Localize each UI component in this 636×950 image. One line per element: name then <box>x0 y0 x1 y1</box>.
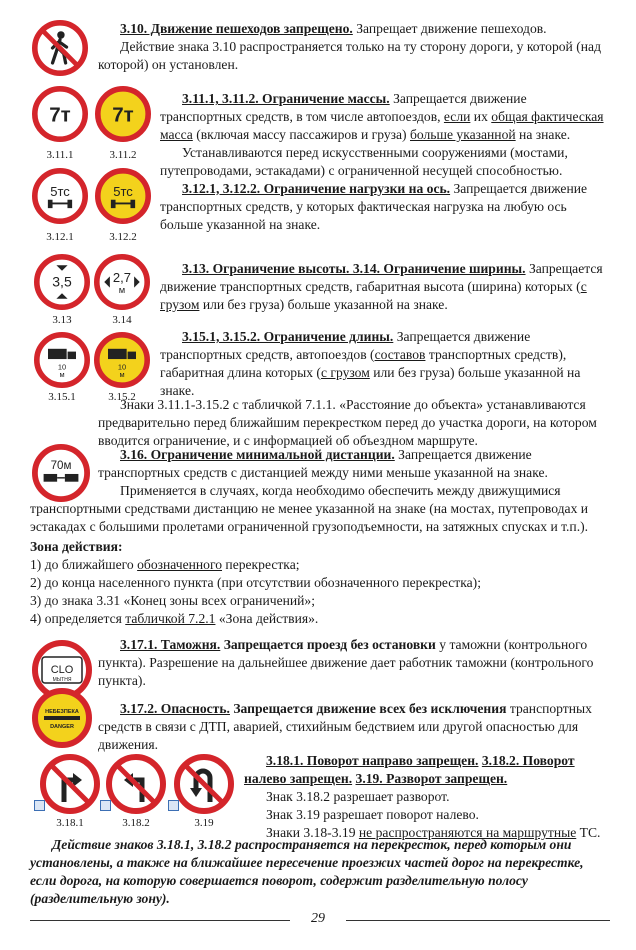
caption-3-19: 3.19 <box>194 817 214 829</box>
text-3-12: Запрещается движение транспортных средств, у которых фактическая нагрузка на любую ось больше указанной на знаке. <box>160 180 588 232</box>
heading-3-13: 3.13. Ограничение высоты. 3.14. Ограничение ширины. <box>182 261 526 276</box>
sign-3-15-2-length <box>94 332 150 388</box>
sign-3-13-height <box>34 254 90 310</box>
text-3-13-u: с грузом <box>160 278 587 312</box>
sign-danger-bottom: DANGER <box>50 724 74 730</box>
sign-customs-label: CLO <box>50 664 74 676</box>
text-3-13: Запрещается движение транспортных средств, габаритная высота (ширина) которых ( <box>160 261 603 294</box>
heading-3-17-2: 3.17.2. Опасность. <box>120 701 230 716</box>
note-3-10: Действие знака 3.10 распространяется только на ту сторону дороги, у которой (над которой) он установлен. <box>98 38 601 72</box>
text-3-16: Запрещается движение транспортных средств с дистанцией между ними меньше указанной на знаке. <box>98 447 548 480</box>
text-3-11-d: на знаке. <box>515 126 571 142</box>
caption-3-11-1: 3.11.1 <box>46 149 74 161</box>
section-3-16 <box>98 446 610 482</box>
section-3-16-cont <box>30 482 610 628</box>
sign-3-12-1-axle <box>32 168 88 224</box>
text-3-11-b: их <box>470 108 492 124</box>
heading-3-10: 3.10. Движение пешеходов запрещено. <box>120 21 353 36</box>
zone-item-1: 1) до ближайшего обозначенного перекрестка; <box>30 556 300 572</box>
bold-3-17-2: Запрещается движение всех без исключения <box>229 701 507 716</box>
section-3-18 <box>244 752 610 842</box>
sign-length-unit: м <box>119 369 125 379</box>
sign-height-label: 3,5 <box>52 273 72 290</box>
text-3-15: Запрещается движение транспортных средств, автопоездов ( <box>160 329 531 362</box>
bold-3-17-1: Запрещается проезд без остановки <box>220 637 436 652</box>
section-3-17-2 <box>98 700 610 754</box>
zone-title: Зона действия: <box>30 538 123 554</box>
sign-3-18-2-no-left-turn <box>106 754 166 814</box>
caption-3-15-2: 3.15.2 <box>108 391 136 403</box>
sign-3-14-width <box>94 254 150 310</box>
note-3-11: Устанавливаются перед искусственными сооружениями (мостами, путепроводами, эстакадами) с ограниченной несущей способностью. <box>160 144 568 178</box>
caption-3-12-2: 3.12.2 <box>109 231 137 243</box>
caption-3-13: 3.13 <box>52 314 72 326</box>
heading-3-18-2: 3.18.2. Поворот налево запрещен. <box>244 753 575 786</box>
sign-axle-label: 5тс <box>50 184 70 199</box>
text-3-11-u1: если <box>443 108 471 124</box>
sign-width-unit: м <box>118 285 126 296</box>
heading-3-19: 3.19. Разворот запрещен. <box>355 770 508 786</box>
section-3-17-1 <box>98 636 610 690</box>
sign-length-unit: м <box>59 369 65 379</box>
sign-axle-label: 5тс <box>113 184 133 199</box>
bus-icon <box>34 800 45 811</box>
sign-3-15-1-length <box>34 332 90 388</box>
note-3-16: Применяется в случаях, когда необходимо обеспечить между движущимися транспортными средствами дистанцию не менее указанной на знаке (на мостах, путепроводах и эстакадах с большими пролетами ограниченной грузоподъемности, на затяжных спусках и т.п.). <box>30 483 589 534</box>
line-3-18-a: Знак 3.18.2 разрешает разворот. <box>266 788 450 804</box>
zone-item-3: 3) до знака 3.31 «Конец зоны всех ограничений»; <box>30 592 315 608</box>
note-3-15-block <box>98 396 610 450</box>
final-note-block <box>30 836 610 908</box>
text-3-15-c: или без груза) больше указанной на знаке. <box>160 364 581 398</box>
sign-customs-sub: МЫТНЯ <box>52 677 72 683</box>
caption-3-15-1: 3.15.1 <box>48 391 76 403</box>
text-3-13-b: или без груза) больше указанной на знаке. <box>199 296 448 312</box>
text-3-10: Запрещает движение пешеходов. <box>352 21 547 36</box>
sign-danger-top: НЕБЕЗПЕКА <box>45 709 79 715</box>
caption-3-18-1: 3.18.1 <box>56 817 84 829</box>
sign-3-17-2-danger <box>32 688 92 748</box>
text-3-17-2: транспортных средств в связи с ДТП, аварией, стихийным бедствием или другой опасностью для движения. <box>98 701 592 752</box>
sign-length-value: 10 <box>117 362 127 372</box>
heading-3-17-1: 3.17.1. Таможня. <box>120 637 221 652</box>
note-3-15: Знаки 3.11.1-3.15.2 с табличкой 7.1.1. «Расстояние до объекта» устанавливаются предварительно перед ближайшим перекрестком перед до участка дороги, на котором вводится ограничение, и с информацией об объездном маршруте. <box>98 397 597 448</box>
sign-length-value: 10 <box>57 362 67 372</box>
caption-3-14: 3.14 <box>112 314 132 326</box>
text-3-11-c: (включая массу пассажиров и груза) <box>192 126 410 142</box>
section-3-11 <box>160 90 610 234</box>
line-3-18-b: Знак 3.19 разрешает поворот налево. <box>266 806 479 822</box>
text-3-11-u3: больше указанной <box>409 126 516 142</box>
sign-3-18-1-no-right-turn <box>40 754 100 814</box>
sign-3-19-no-u-turn <box>174 754 234 814</box>
sign-mass-label: 7т <box>112 103 134 127</box>
zone-item-2: 2) до конца населенного пункта (при отсутствии обозначенного перекрестка); <box>30 574 481 590</box>
heading-3-18-1: 3.18.1. Поворот направо запрещен. <box>266 753 479 768</box>
sign-3-11-2-mass <box>95 86 151 142</box>
zone-item-4: 4) определяется табличкой 7.2.1 «Зона действия». <box>30 610 319 626</box>
caption-3-12-1: 3.12.1 <box>46 231 74 243</box>
heading-3-12: 3.12.1, 3.12.2. Ограничение нагрузки на ось. <box>182 180 451 196</box>
text-3-15-u2: с грузом <box>320 364 370 380</box>
section-3-10 <box>98 20 610 74</box>
final-note: Действие знаков 3.18.1, 3.18.2 распространяется на перекресток, перед которым они установлены, а также на ближайшее пересечение проезжих частей дорог на перекрестке, если дорога, на которую совершается поворот, содержит разделительную полосу (разделительную зону). <box>30 837 584 906</box>
sign-3-10-no-pedestrians <box>32 20 88 76</box>
heading-3-15: 3.15.1, 3.15.2. Ограничение длины. <box>182 329 394 344</box>
text-3-15-u1: составов <box>374 346 426 362</box>
text-3-15-b: транспортных средств), габаритная длина которых ( <box>160 346 567 380</box>
caption-3-11-2: 3.11.2 <box>109 149 137 161</box>
text-3-17-1: у таможни (контрольного пункта). Разрешение на дальнейшее движение дает работник таможни (контрольного пункта). <box>98 637 594 688</box>
heading-3-16: 3.16. Ограничение минимальной дистанции. <box>120 447 395 462</box>
caption-3-18-2: 3.18.2 <box>122 817 150 829</box>
page-number: 29 <box>311 911 325 926</box>
sign-width-label: 2,7 <box>112 270 132 285</box>
sign-distance-label: 70м <box>50 459 72 473</box>
sign-3-11-1-mass <box>32 86 88 142</box>
text-3-11-u2: общая фактическая масса <box>160 108 604 142</box>
text-3-11: Запрещается движение транспортных средств, в том числе автопоездов, <box>160 91 527 124</box>
section-3-13 <box>160 260 610 314</box>
bus-icon <box>100 800 111 811</box>
bus-icon <box>168 800 179 811</box>
line-3-18-c: Знаки 3.18-3.19 не распространяются на маршрутные ТС. <box>266 824 601 840</box>
heading-3-11: 3.11.1, 3.11.2. Ограничение массы. <box>182 91 390 106</box>
section-3-15 <box>160 328 610 400</box>
sign-3-12-2-axle <box>95 168 151 224</box>
sign-mass-label: 7т <box>49 103 71 127</box>
